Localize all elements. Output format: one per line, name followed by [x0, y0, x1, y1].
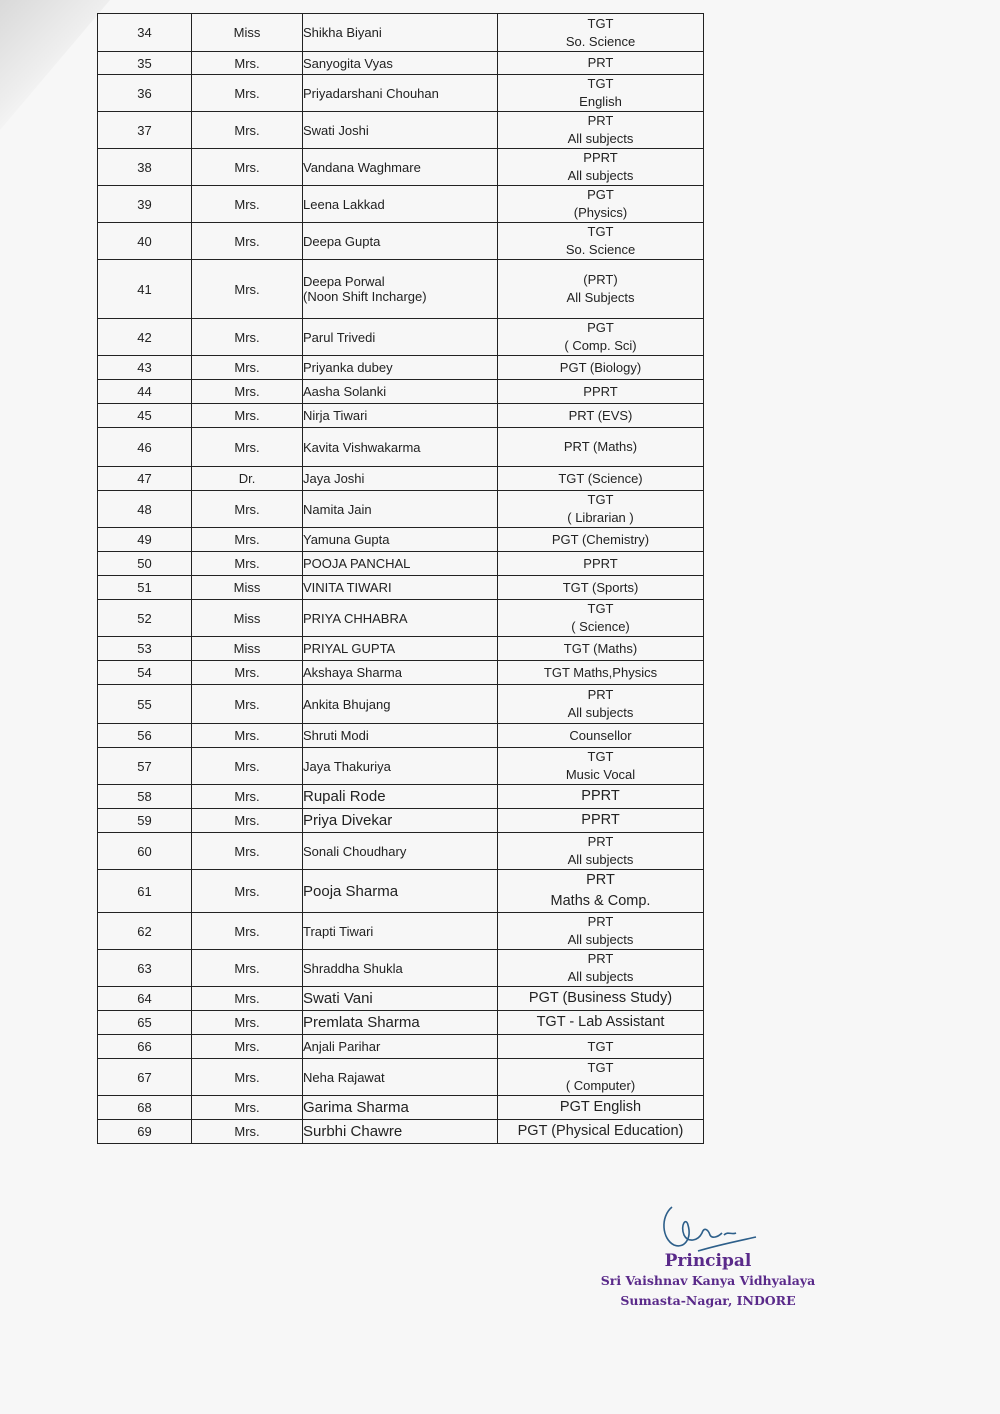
title-cell: Mrs. [192, 552, 303, 576]
designation-cell [498, 319, 704, 356]
table-row [98, 950, 704, 987]
designation-cell [498, 950, 704, 987]
table-row [98, 870, 704, 913]
designation-cell [498, 637, 704, 661]
designation-line: TGT (Maths) [563, 640, 638, 656]
serial-number-cell: 59 [98, 809, 192, 833]
designation-line: TGT Maths,Physics [543, 664, 658, 680]
designation-cell [498, 576, 704, 600]
title-cell: Mrs. [192, 75, 303, 112]
designation-cell [498, 52, 704, 75]
serial-number-cell: 66 [98, 1035, 192, 1059]
name-cell [303, 428, 498, 467]
serial-number-cell: 45 [98, 404, 192, 428]
designation-line: PRT [587, 834, 614, 849]
staff-name: PRIYAL GUPTA [303, 641, 396, 656]
designation-cell [498, 380, 704, 404]
name-cell [303, 404, 498, 428]
title-cell: Mrs. [192, 1096, 303, 1120]
designation-line: PPRT [581, 788, 620, 804]
title-cell: Miss [192, 600, 303, 637]
designation-line: ( Science) [571, 619, 630, 634]
designation-line: PRT [586, 872, 615, 888]
serial-number-cell: 64 [98, 987, 192, 1011]
serial-number-cell: 46 [98, 428, 192, 467]
name-cell [303, 785, 498, 809]
name-cell [303, 685, 498, 724]
table-row [98, 1011, 704, 1035]
serial-number-cell: 50 [98, 552, 192, 576]
name-cell [303, 1011, 498, 1035]
serial-number-cell: 51 [98, 576, 192, 600]
title-cell: Miss [192, 14, 303, 52]
designation-line: (Physics) [573, 205, 628, 220]
serial-number-cell: 41 [98, 260, 192, 319]
title-cell: Mrs. [192, 223, 303, 260]
table-row [98, 260, 704, 319]
serial-number-cell: 57 [98, 748, 192, 785]
serial-number-cell: 67 [98, 1059, 192, 1096]
title-cell: Mrs. [192, 491, 303, 528]
staff-name: Swati Joshi [303, 122, 369, 138]
table-row [98, 1059, 704, 1096]
table-row [98, 52, 704, 75]
designation-line: PGT [587, 187, 614, 202]
serial-number-cell: 48 [98, 491, 192, 528]
title-cell: Mrs. [192, 809, 303, 833]
designation-line: TGT [587, 15, 614, 31]
name-cell [303, 52, 498, 75]
designation-line: All subjects [567, 168, 634, 183]
table-row [98, 748, 704, 785]
designation-cell [498, 112, 704, 149]
designation-cell [498, 913, 704, 950]
designation-line: Counsellor [569, 727, 632, 743]
designation-line: ( Computer) [565, 1078, 636, 1093]
stamp-heading: Principal [664, 1251, 752, 1271]
designation-line: Maths & Comp. [550, 893, 651, 909]
serial-number-cell: 61 [98, 870, 192, 913]
designation-cell [498, 600, 704, 637]
staff-name: Namita Jain [303, 501, 372, 517]
serial-number-cell: 34 [98, 14, 192, 52]
title-cell: Mrs. [192, 428, 303, 467]
designation-cell [498, 1096, 704, 1120]
designation-cell [498, 75, 704, 112]
staff-list-body [98, 14, 704, 1144]
designation-line: TGT [587, 1038, 614, 1054]
name-cell [303, 1096, 498, 1120]
title-cell: Mrs. [192, 112, 303, 149]
name-cell [303, 870, 498, 913]
name-cell [303, 149, 498, 186]
title-cell: Mrs. [192, 661, 303, 685]
staff-name: Swati Vani [303, 990, 373, 1007]
name-cell [303, 809, 498, 833]
title-cell: Mrs. [192, 785, 303, 809]
title-cell: Mrs. [192, 319, 303, 356]
name-cell [303, 576, 498, 600]
name-cell [303, 112, 498, 149]
staff-name: Shikha Biyani [303, 25, 382, 40]
designation-line: PRT (EVS) [568, 407, 633, 423]
designation-line: PRT [587, 113, 614, 128]
table-row [98, 75, 704, 112]
serial-number-cell: 53 [98, 637, 192, 661]
title-cell: Mrs. [192, 1035, 303, 1059]
staff-name: Premlata Sharma [303, 1014, 420, 1031]
designation-line: All Subjects [566, 290, 635, 305]
table-row [98, 1120, 704, 1144]
page-corner-fold [0, 0, 110, 130]
name-cell [303, 75, 498, 112]
serial-number-cell: 69 [98, 1120, 192, 1144]
name-cell [303, 467, 498, 491]
table-row [98, 1035, 704, 1059]
serial-number-cell: 49 [98, 528, 192, 552]
table-row [98, 186, 704, 223]
designation-line: All subjects [567, 852, 634, 867]
title-cell: Miss [192, 637, 303, 661]
serial-number-cell: 37 [98, 112, 192, 149]
designation-cell [498, 785, 704, 809]
designation-cell [498, 833, 704, 870]
designation-line: All subjects [567, 705, 634, 720]
staff-name: Nirja Tiwari [303, 408, 368, 423]
staff-name: Leena Lakkad [303, 196, 385, 212]
designation-line: TGT [587, 601, 614, 616]
staff-name: Deepa Gupta [303, 233, 381, 249]
staff-name: Sonali Choudhary [303, 843, 407, 859]
designation-line: English [579, 94, 622, 109]
name-cell [303, 491, 498, 528]
staff-name: Parul Trivedi [303, 329, 376, 345]
name-cell [303, 319, 498, 356]
designation-line: TGT - Lab Assistant [536, 1014, 665, 1030]
staff-name: Kavita Vishwakarma [303, 439, 421, 455]
designation-line: PRT [587, 951, 614, 966]
designation-line: PPRT [583, 150, 618, 165]
designation-line: PRT [587, 687, 614, 702]
designation-line: PPRT [583, 383, 618, 399]
staff-list-table [97, 13, 704, 1144]
title-cell: Mrs. [192, 913, 303, 950]
table-row [98, 404, 704, 428]
staff-name: Neha Rajawat [303, 1069, 385, 1085]
name-cell [303, 552, 498, 576]
designation-line: TGT [587, 76, 614, 91]
name-cell [303, 1059, 498, 1096]
title-cell: Mrs. [192, 528, 303, 552]
designation-cell [498, 428, 704, 467]
staff-name: Surbhi Chawre [303, 1123, 403, 1140]
table-row [98, 637, 704, 661]
staff-name: PRIYA CHHABRA [303, 610, 408, 626]
title-cell: Mrs. [192, 870, 303, 913]
name-cell [303, 186, 498, 223]
staff-name: Shruti Modi [303, 728, 369, 743]
name-cell [303, 223, 498, 260]
staff-role-note: (Noon Shift Incharge) [303, 289, 427, 304]
designation-line: PGT (Chemistry) [551, 531, 650, 547]
designation-line: All subjects [567, 969, 634, 984]
serial-number-cell: 52 [98, 600, 192, 637]
serial-number-cell: 62 [98, 913, 192, 950]
staff-name: POOJA PANCHAL [303, 556, 411, 571]
staff-name: Vandana Waghmare [303, 159, 421, 175]
name-cell [303, 950, 498, 987]
table-row [98, 356, 704, 380]
designation-line: PRT (Maths) [563, 439, 638, 454]
designation-line: PGT (Biology) [559, 359, 642, 375]
designation-cell [498, 1035, 704, 1059]
designation-line: All subjects [567, 932, 634, 947]
designation-cell [498, 685, 704, 724]
title-cell: Mrs. [192, 260, 303, 319]
table-row [98, 491, 704, 528]
handwritten-signature [658, 1195, 758, 1255]
designation-cell [498, 356, 704, 380]
designation-cell [498, 724, 704, 748]
table-row [98, 467, 704, 491]
table-row [98, 724, 704, 748]
serial-number-cell: 39 [98, 186, 192, 223]
designation-cell [498, 987, 704, 1011]
table-row [98, 661, 704, 685]
designation-line: PPRT [581, 812, 620, 828]
stamp-school-name: Sri Vaishnav Kanya Vidhyalaya [600, 1273, 816, 1288]
serial-number-cell: 43 [98, 356, 192, 380]
name-cell [303, 380, 498, 404]
serial-number-cell: 35 [98, 52, 192, 75]
designation-line: TGT [587, 1060, 614, 1075]
designation-cell [498, 491, 704, 528]
serial-number-cell: 40 [98, 223, 192, 260]
designation-line: PGT English [559, 1099, 642, 1115]
table-row [98, 112, 704, 149]
name-cell [303, 356, 498, 380]
title-cell: Dr. [192, 467, 303, 491]
staff-name: Ankita Bhujang [303, 696, 391, 712]
staff-name: Deepa Porwal [303, 274, 385, 289]
staff-name: Priyadarshani Chouhan [303, 85, 439, 101]
serial-number-cell: 54 [98, 661, 192, 685]
designation-cell [498, 223, 704, 260]
designation-line: ( Librarian ) [567, 510, 634, 525]
table-row [98, 14, 704, 52]
table-row [98, 785, 704, 809]
designation-cell [498, 1059, 704, 1096]
stamp-school-address: Sumasta-Nagar, INDORE [620, 1293, 796, 1308]
name-cell [303, 260, 498, 319]
name-cell [303, 637, 498, 661]
designation-line: PRT [587, 914, 614, 929]
designation-cell [498, 186, 704, 223]
name-cell [303, 528, 498, 552]
serial-number-cell: 44 [98, 380, 192, 404]
title-cell: Mrs. [192, 987, 303, 1011]
title-cell: Mrs. [192, 52, 303, 75]
title-cell: Mrs. [192, 149, 303, 186]
table-row [98, 685, 704, 724]
designation-line: PRT [587, 55, 614, 70]
table-row [98, 987, 704, 1011]
title-cell: Mrs. [192, 186, 303, 223]
staff-name: Sanyogita Vyas [303, 55, 393, 71]
serial-number-cell: 47 [98, 467, 192, 491]
title-cell: Mrs. [192, 1011, 303, 1035]
serial-number-cell: 63 [98, 950, 192, 987]
designation-line: TGT (Science) [558, 470, 643, 486]
designation-cell [498, 661, 704, 685]
designation-line: (PRT) [583, 272, 618, 287]
table-row [98, 576, 704, 600]
name-cell [303, 14, 498, 52]
designation-cell [498, 1011, 704, 1035]
serial-number-cell: 65 [98, 1011, 192, 1035]
name-cell [303, 833, 498, 870]
designation-cell [498, 552, 704, 576]
table-row [98, 380, 704, 404]
table-row [98, 1096, 704, 1120]
title-cell: Mrs. [192, 724, 303, 748]
designation-line: PGT (Physical Education) [517, 1123, 684, 1139]
title-cell: Mrs. [192, 833, 303, 870]
name-cell [303, 600, 498, 637]
serial-number-cell: 42 [98, 319, 192, 356]
title-cell: Mrs. [192, 1059, 303, 1096]
table-row [98, 809, 704, 833]
staff-name: Priya Divekar [303, 812, 393, 829]
designation-line: PGT (Business Study) [528, 990, 673, 1006]
staff-name: Priyanka dubey [303, 360, 393, 375]
designation-line: TGT [587, 492, 614, 507]
staff-name: Rupali Rode [303, 788, 386, 805]
title-cell: Mrs. [192, 950, 303, 987]
staff-name: Anjali Parihar [303, 1039, 381, 1054]
serial-number-cell: 58 [98, 785, 192, 809]
designation-cell [498, 870, 704, 913]
serial-number-cell: 55 [98, 685, 192, 724]
designation-line: All subjects [567, 131, 634, 146]
table-row [98, 600, 704, 637]
table-row [98, 319, 704, 356]
designation-cell [498, 260, 704, 319]
title-cell: Miss [192, 576, 303, 600]
designation-cell [498, 14, 704, 52]
designation-line: PPRT [583, 555, 618, 571]
table-row [98, 428, 704, 467]
designation-cell [498, 404, 704, 428]
staff-name: Garima Sharma [303, 1099, 409, 1116]
principal-signature-stamp [588, 1195, 828, 1335]
designation-line: TGT (Sports) [562, 579, 639, 595]
table-row [98, 223, 704, 260]
designation-line: TGT [587, 224, 614, 239]
title-cell: Mrs. [192, 356, 303, 380]
serial-number-cell: 60 [98, 833, 192, 870]
designation-line: TGT [587, 749, 614, 764]
serial-number-cell: 38 [98, 149, 192, 186]
table-row [98, 833, 704, 870]
table-row [98, 528, 704, 552]
staff-name: Yamuna Gupta [303, 532, 390, 547]
staff-name: Akshaya Sharma [303, 665, 402, 680]
designation-cell [498, 748, 704, 785]
designation-line: ( Comp. Sci) [564, 338, 637, 353]
designation-cell [498, 1120, 704, 1144]
designation-line: Music Vocal [565, 767, 636, 782]
title-cell: Mrs. [192, 404, 303, 428]
name-cell [303, 913, 498, 950]
staff-name: Shraddha Shukla [303, 960, 403, 976]
designation-line: So. Science [565, 33, 636, 49]
staff-name: Aasha Solanki [303, 384, 387, 399]
designation-cell [498, 149, 704, 186]
designation-line: So. Science [565, 242, 636, 257]
title-cell: Mrs. [192, 685, 303, 724]
name-cell [303, 987, 498, 1011]
designation-cell [498, 528, 704, 552]
serial-number-cell: 56 [98, 724, 192, 748]
name-cell [303, 748, 498, 785]
staff-name: Pooja Sharma [303, 882, 399, 900]
serial-number-cell: 36 [98, 75, 192, 112]
table-row [98, 149, 704, 186]
staff-name: Trapti Tiwari [303, 923, 374, 939]
name-cell [303, 1120, 498, 1144]
title-cell: Mrs. [192, 380, 303, 404]
table-row [98, 913, 704, 950]
staff-name: Jaya Thakuriya [303, 758, 391, 774]
name-cell [303, 661, 498, 685]
title-cell: Mrs. [192, 1120, 303, 1144]
serial-number-cell: 68 [98, 1096, 192, 1120]
designation-line: PGT [587, 320, 614, 335]
staff-name: VINITA TIWARI [303, 580, 392, 595]
title-cell: Mrs. [192, 748, 303, 785]
designation-cell [498, 467, 704, 491]
table-row [98, 552, 704, 576]
designation-cell [498, 809, 704, 833]
name-cell [303, 1035, 498, 1059]
staff-name: Jaya Joshi [303, 471, 365, 486]
name-cell [303, 724, 498, 748]
